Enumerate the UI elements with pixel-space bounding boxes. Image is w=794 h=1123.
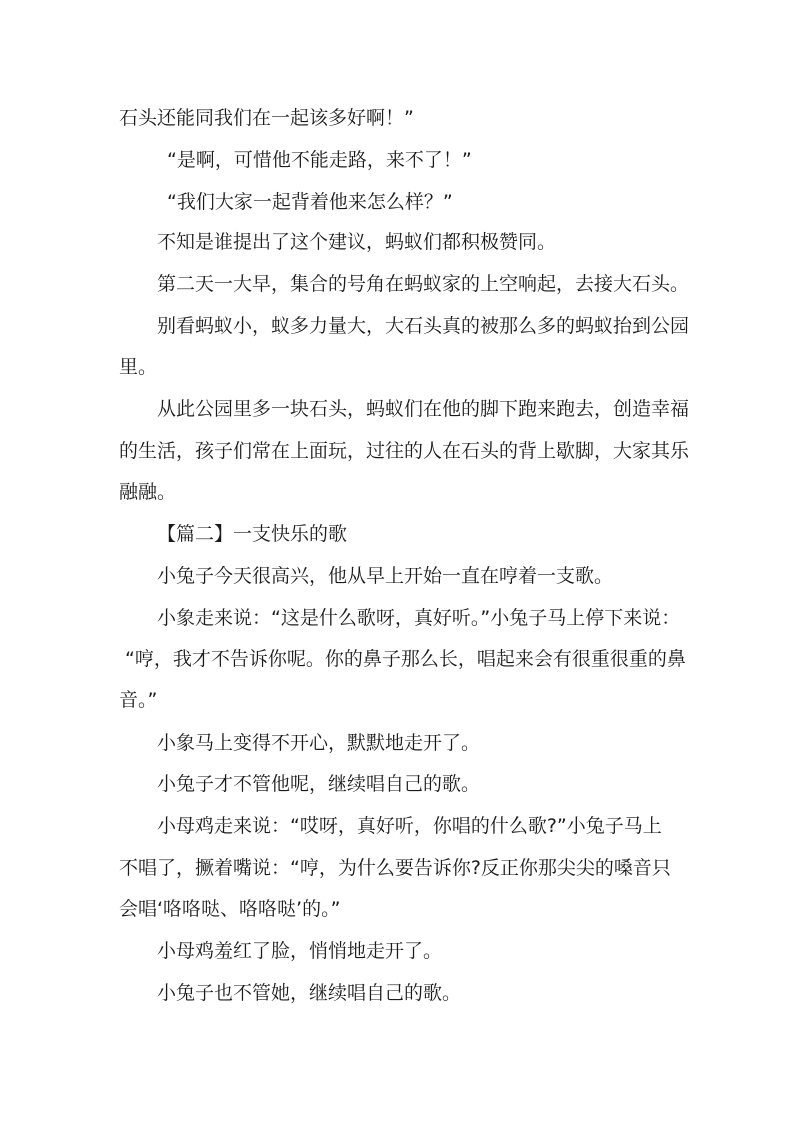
text-line-8: 从此公园里多一块石头，蚂蚁们在他的脚下跑来跑去，创造幸福 xyxy=(157,398,690,420)
text-line-19: 不唱了，撅着嘴说：“哼，为什么要告诉你?反正你那尖尖的嗓音只 xyxy=(119,857,671,879)
text-line-3: “我们大家一起背着他来怎么样？” xyxy=(167,191,453,213)
text-line-15: 音。” xyxy=(119,689,158,711)
text-line-4: 不知是谁提出了这个建议，蚂蚁们都积极赞同。 xyxy=(157,231,557,253)
text-line-6: 别看蚂蚁小，蚁多力量大，大石头真的被那么多的蚂蚁抬到公园 xyxy=(157,315,690,337)
text-line-9: 的生活，孩子们常在上面玩，过往的人在石头的背上歇脚，大家其乐 xyxy=(119,440,690,462)
text-line-20: 会唱‘咯咯哒、咯咯哒’的。” xyxy=(119,898,341,920)
text-line-7: 里。 xyxy=(119,356,158,378)
text-line-13: 小象走来说：“这是什么歌呀，真好听。”小兔子马上停下来说： xyxy=(157,607,681,629)
text-line-2: “是啊，可惜他不能走路，来不了！” xyxy=(167,149,472,171)
text-line-12: 小兔子今天很高兴，他从早上开始一直在哼着一支歌。 xyxy=(157,565,614,587)
text-line-1: 石头还能同我们在一起该多好啊！” xyxy=(119,107,414,129)
text-line-5: 第二天一大早，集合的号角在蚂蚁家的上空响起，去接大石头。 xyxy=(157,273,690,295)
text-line-10: 融融。 xyxy=(119,481,177,503)
text-line-17: 小兔子才不管他呢，继续唱自己的歌。 xyxy=(157,773,481,795)
text-line-21: 小母鸡羞红了脸，悄悄地走开了。 xyxy=(157,940,443,962)
text-line-16: 小象马上变得不开心，默默地走开了。 xyxy=(157,732,481,754)
text-line-18: 小母鸡走来说：“哎呀，真好听，你唱的什么歌?”小兔子马上 xyxy=(157,815,662,837)
text-line-22: 小兔子也不管她，继续唱自己的歌。 xyxy=(157,982,462,1004)
section-heading: 【篇二】一支快乐的歌 xyxy=(157,523,348,545)
text-line-14: “哼，我才不告诉你呢。你的鼻子那么长，唱起来会有很重很重的鼻 xyxy=(125,648,686,670)
